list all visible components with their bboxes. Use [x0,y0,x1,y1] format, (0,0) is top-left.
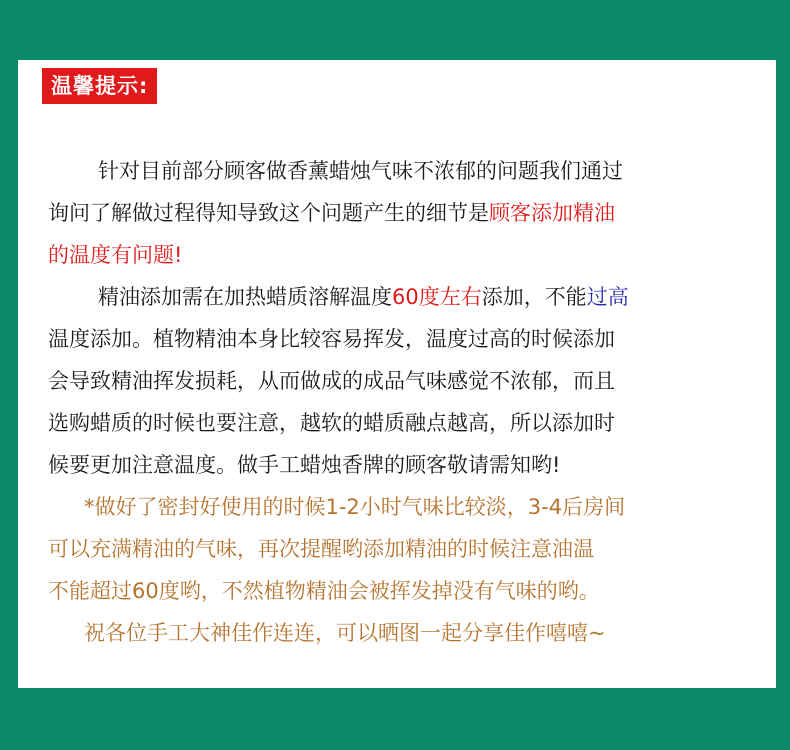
para1-line2-highlight: 顾客添加精油 [489,201,615,225]
para3-line1: *做好了密封好使用的时候1-2小时气味比较淡，3-4后房间 [84,495,626,519]
para3-line2: 可以充满精油的气味，再次提醒哟添加精油的时候注意油温 [48,537,594,561]
notice-content [48,150,748,654]
para1-line1: 针对目前部分顾客做香薰蜡烛气味不浓郁的问题我们通过 [98,159,623,183]
tip-title: 温馨提示: [42,68,157,104]
para2-line1-text-c: 添加，不能 [481,285,587,309]
para2-line1-text-a: 精油添加需在加热蜡质溶解温度 [98,285,392,309]
para1-line2-text: 询问了解做过程得知导致这个问题产生的细节是 [48,201,489,225]
para2-line2: 温度添加。植物精油本身比较容易挥发，温度过高的时候添加 [48,327,615,351]
para3-line3: 不能超过60度哟，不然植物精油会被挥发掉没有气味的哟。 [48,579,600,603]
para2-temperature-highlight: 60度左右 [392,285,482,309]
para1-line2 [48,192,748,234]
para2-line3: 会导致精油挥发损耗，从而做成的成品气味感觉不浓郁，而且 [48,369,615,393]
notice-card [18,60,776,688]
para2-line5: 候要更加注意温度。做手工蜡烛香牌的顾客敬请需知哟! [48,453,561,477]
para1-line3: 的温度有问题! [48,243,183,267]
para2-line4: 选购蜡质的时候也要注意，越软的蜡质融点越高，所以添加时 [48,411,615,435]
para2-high-highlight: 过高 [586,285,629,309]
para2-line1 [48,276,748,318]
closing-line: 祝各位手工大神佳作连连，可以晒图一起分享佳作嘻嘻~ [84,621,606,645]
